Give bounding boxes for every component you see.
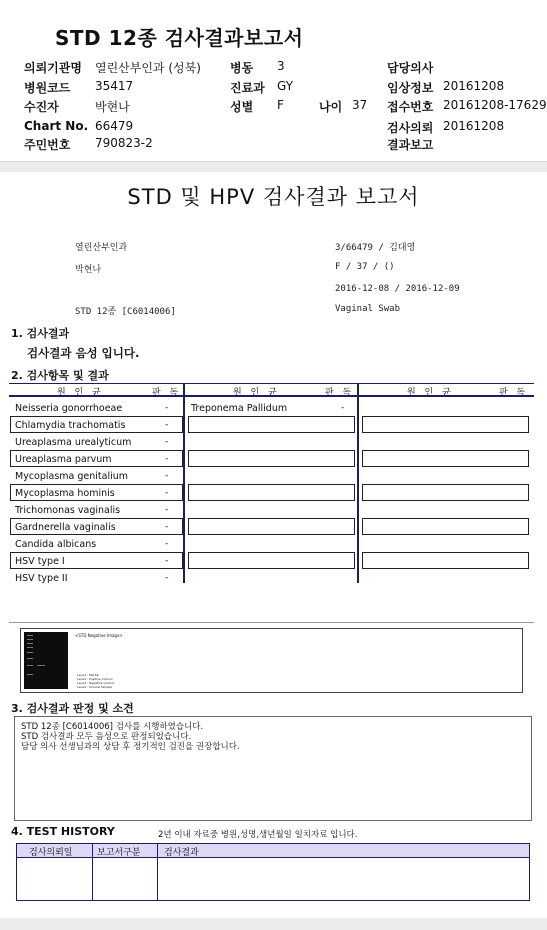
history-header	[17, 844, 529, 858]
opinion-line: STD 검사결과 모두 음성으로 판정되었습니다.	[21, 732, 192, 742]
gel-band	[27, 647, 33, 648]
empty-cell	[188, 484, 355, 501]
institution-label: 의뢰기관명	[24, 61, 82, 75]
image-legend: Lane3 : Negative Control	[77, 681, 115, 685]
table-row	[9, 400, 183, 417]
empty-cell	[362, 416, 529, 433]
ward-label: 병동	[230, 61, 254, 75]
table-header	[9, 383, 534, 397]
report-title: STD 및 HPV 검사결과 보고서	[127, 185, 420, 209]
judgment: -	[165, 573, 169, 583]
organism-name: Ureaplasma urealyticum	[15, 437, 132, 448]
organism-name: Mycoplasma genitalium	[15, 471, 129, 482]
judgment: -	[341, 403, 345, 413]
gel-band	[27, 635, 33, 636]
empty-cell	[362, 450, 529, 467]
history-col-type: 보고서구분	[97, 848, 141, 858]
gel-band	[27, 652, 33, 653]
history-col-date: 검사의뢰일	[29, 848, 73, 858]
table-row	[9, 536, 183, 553]
gel-band	[27, 665, 33, 666]
organism-name: Neisseria gonorrhoeae	[15, 403, 123, 414]
section-history-title: 4. TEST HISTORY	[11, 825, 115, 838]
hospital-code-label: 병원코드	[24, 81, 71, 95]
judgment: -	[165, 454, 169, 464]
patient-name: 박현나	[75, 265, 102, 275]
test-dates: 2016-12-08 / 2016-12-09	[335, 284, 460, 294]
gel-band	[27, 639, 33, 640]
clinical-value: 20161208	[443, 79, 505, 93]
history-col-result: 검사결과	[164, 848, 199, 858]
receipt-label: 접수번호	[387, 100, 434, 114]
page-separator	[0, 162, 547, 172]
table-row	[9, 434, 183, 451]
judgment: -	[165, 420, 169, 430]
gel-band	[27, 658, 33, 659]
image-legend: Lane4 : Clinical Sample	[77, 685, 113, 689]
table-row	[9, 451, 183, 468]
gel-band	[37, 665, 45, 666]
history-divider	[157, 844, 158, 900]
image-legend: Lane1 : Marker	[77, 673, 100, 677]
sex-value: F	[277, 98, 284, 112]
ward-value: 3	[277, 59, 285, 73]
clinic-name: 열린산부인과	[75, 243, 128, 253]
col-judgment-2: 판 독	[325, 388, 355, 398]
table-row	[9, 417, 183, 434]
empty-cell	[188, 450, 355, 467]
receipt-value: 20161208-17629	[443, 98, 547, 112]
dept-label: 진료과	[230, 81, 265, 95]
doctor-label: 담당의사	[387, 61, 434, 75]
image-label: <STD Negative Image>	[75, 633, 123, 638]
test-name: STD 12종 [C6014006]	[75, 307, 176, 317]
organism-name: Trichomonas vaginalis	[15, 505, 121, 516]
col-organism-2: 원 인 균	[233, 388, 280, 398]
history-note: 2년 이내 자료중 병원,성명,생년월일 일치자료 입니다.	[158, 830, 358, 840]
report-label: 결과보고	[387, 138, 434, 152]
table-row	[9, 468, 183, 485]
empty-cell	[188, 552, 355, 569]
request-value: 20161208	[443, 119, 505, 133]
page-footer-band	[0, 918, 547, 930]
organism-name: Mycoplasma hominis	[15, 488, 115, 499]
opinion-line: STD 12종 [C6014006] 검사를 시행하였습니다.	[21, 722, 204, 732]
organism-name: Candida albicans	[15, 539, 97, 550]
col-judgment-3: 판 독	[499, 388, 529, 398]
organism-name: HSV type I	[15, 556, 65, 567]
opinion-box	[14, 716, 532, 821]
empty-cell	[362, 484, 529, 501]
patient-value: 박현나	[95, 100, 130, 114]
judgment: -	[165, 522, 169, 532]
col-organism-1: 원 인 균	[57, 388, 104, 398]
specimen: Vaginal Swab	[335, 304, 401, 314]
chart-doctor: 3/66479 / 김대영	[335, 243, 416, 253]
empty-cell	[362, 552, 529, 569]
age-label: 나이	[319, 100, 343, 114]
judgment: -	[165, 471, 169, 481]
table-row	[9, 553, 183, 570]
gel-band	[27, 643, 33, 644]
organism-name: Chlamydia trachomatis	[15, 420, 126, 431]
sex-label: 성별	[230, 100, 254, 114]
table-row	[9, 519, 183, 536]
section-items-title: 2. 검사항목 및 결과	[11, 369, 109, 382]
section-result-title: 1. 검사결과	[11, 327, 70, 340]
organism-name: Treponema Pallidum	[191, 403, 288, 414]
table-row	[9, 502, 183, 519]
chart-label: Chart No.	[24, 119, 89, 133]
organism-name: Gardnerella vaginalis	[15, 522, 116, 533]
gel-band	[27, 674, 33, 675]
image-legend: Lane2 : Positive Control	[77, 677, 113, 681]
opinion-line: 담당 의사 선생님과의 상담 후 정기적인 검진을 권장합니다.	[21, 742, 240, 752]
organism-name: HSV type II	[15, 573, 68, 584]
col-judgment-1: 판 독	[152, 388, 182, 398]
table-row	[9, 485, 183, 502]
page-title: STD 12종 검사결과보고서	[55, 26, 304, 50]
institution-value: 열린산부인과 (성북)	[95, 61, 201, 75]
sex-age: F / 37 / ()	[335, 262, 395, 272]
table-row	[9, 570, 183, 587]
judgment: -	[165, 505, 169, 515]
judgment: -	[165, 403, 169, 413]
empty-cell	[362, 518, 529, 535]
history-divider	[92, 844, 93, 900]
col-organism-3: 원 인 균	[407, 388, 454, 398]
result-summary: 검사결과 음성 입니다.	[27, 346, 140, 360]
empty-cell	[188, 416, 355, 433]
dept-value: GY	[277, 79, 294, 93]
gel-image-box	[20, 628, 523, 693]
judgment: -	[165, 556, 169, 566]
history-table	[16, 843, 530, 901]
resident-value: 790823-2	[95, 136, 153, 150]
empty-cell	[188, 518, 355, 535]
request-label: 검사의뢰	[387, 121, 434, 135]
report-header-card	[0, 0, 547, 162]
judgment: -	[165, 488, 169, 498]
divider	[9, 622, 534, 623]
chart-value: 66479	[95, 119, 134, 133]
organism-name: Ureaplasma parvum	[15, 454, 112, 465]
patient-label: 수진자	[24, 100, 59, 114]
resident-label: 주민번호	[24, 138, 71, 152]
column-divider	[357, 383, 359, 583]
judgment: -	[165, 539, 169, 549]
section-opinion-title: 3. 검사결과 판정 및 소견	[11, 702, 134, 715]
table-row	[185, 400, 355, 417]
result-table	[9, 383, 534, 583]
hospital-code-value: 35417	[95, 79, 134, 93]
age-value: 37	[352, 98, 368, 112]
gel-electrophoresis-image	[24, 632, 68, 689]
clinical-label: 임상정보	[387, 81, 434, 95]
judgment: -	[165, 437, 169, 447]
